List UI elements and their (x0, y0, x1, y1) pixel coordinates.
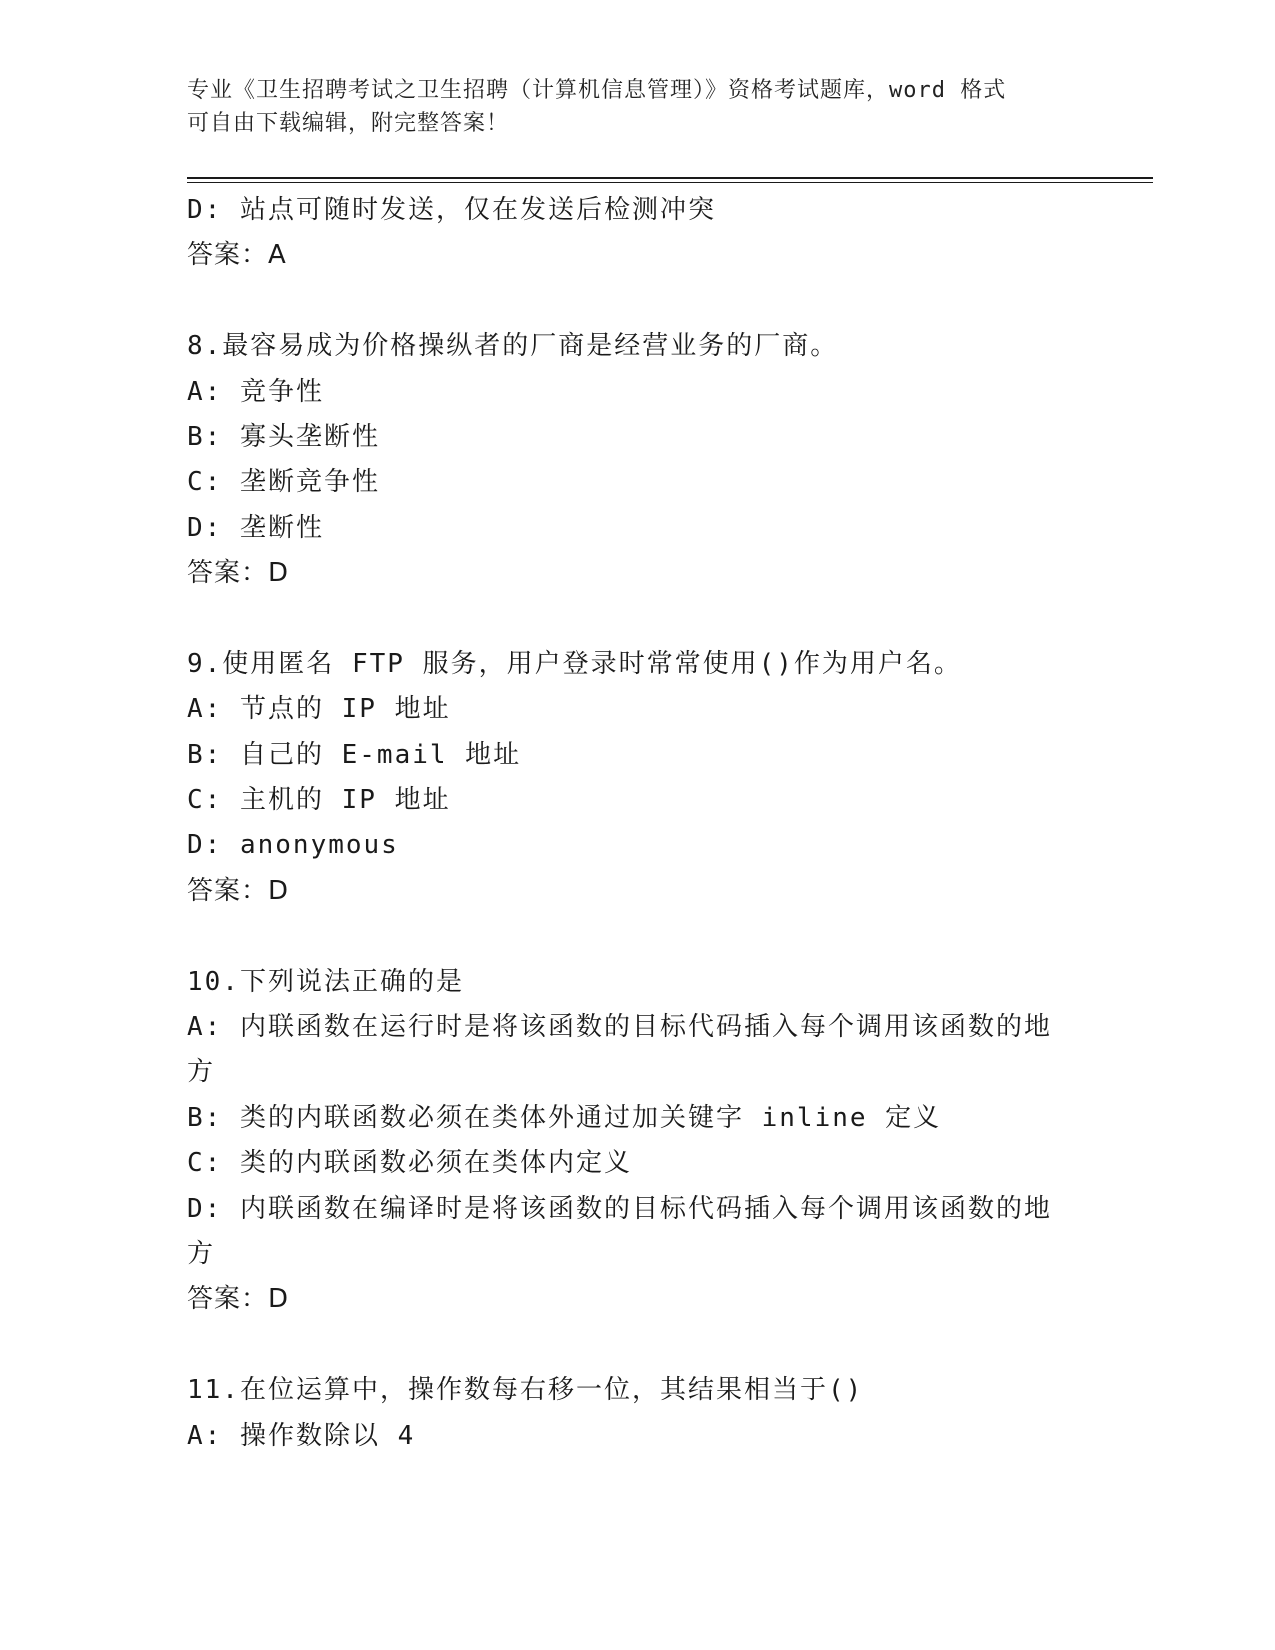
question-block-9 (187, 642, 1087, 914)
question-text: 10.下列说法正确的是 (187, 966, 464, 997)
answer-label: 答案：D (187, 875, 290, 906)
option-a: A: 节点的 IP 地址 (187, 694, 451, 725)
option-c: C: 类的内联函数必须在类体内定义 (187, 1148, 632, 1179)
question-list (187, 188, 1087, 1459)
question-text: 8.最容易成为价格操纵者的厂商是经营业务的厂商。 (187, 331, 839, 362)
option-d: D: 垄断性 (187, 512, 324, 543)
option-a: A: 竞争性 (187, 376, 324, 407)
question-block-7 (187, 188, 1087, 279)
question-block-11 (187, 1368, 1087, 1459)
option-d: D: anonymous (187, 830, 399, 861)
option-d-line-2: 方 (187, 1238, 216, 1269)
document-header (187, 74, 1067, 140)
spacer (187, 1323, 1087, 1368)
header-title-line-2: 可自由下载编辑，附完整答案！ (187, 111, 510, 136)
answer-label: 答案：A (187, 240, 287, 271)
answer-label: 答案：D (187, 1284, 290, 1315)
spacer (187, 597, 1087, 642)
option-b: B: 自己的 E-mail 地址 (187, 739, 522, 770)
question-block-8 (187, 324, 1087, 596)
question-block-10 (187, 960, 1087, 1323)
spacer (187, 279, 1087, 324)
option-d: D: 站点可随时发送，仅在发送后检测冲突 (187, 195, 716, 225)
header-divider-thin (187, 182, 1153, 183)
option-c: C: 主机的 IP 地址 (187, 785, 451, 816)
option-a: A: 操作数除以 4 (187, 1420, 416, 1451)
header-divider-thick (187, 177, 1153, 179)
option-a-line-1: A: 内联函数在运行时是将该函数的目标代码插入每个调用该函数的地 (187, 1012, 1052, 1043)
spacer (187, 914, 1087, 959)
option-a-line-2: 方 (187, 1057, 216, 1088)
answer-label: 答案：D (187, 558, 290, 589)
option-b: B: 寡头垄断性 (187, 421, 380, 452)
question-text: 11.在位运算中，操作数每右移一位，其结果相当于() (187, 1375, 864, 1406)
option-d-line-1: D: 内联函数在编译时是将该函数的目标代码插入每个调用该函数的地 (187, 1193, 1052, 1224)
question-text: 9.使用匿名 FTP 服务，用户登录时常常使用()作为用户名。 (187, 648, 962, 679)
header-title-line-1: 专业《卫生招聘考试之卫生招聘（计算机信息管理）》资格考试题库，word 格式 (187, 78, 1007, 103)
option-c: C: 垄断竞争性 (187, 467, 380, 498)
option-b: B: 类的内联函数必须在类体外通过加关键字 inline 定义 (187, 1102, 942, 1133)
